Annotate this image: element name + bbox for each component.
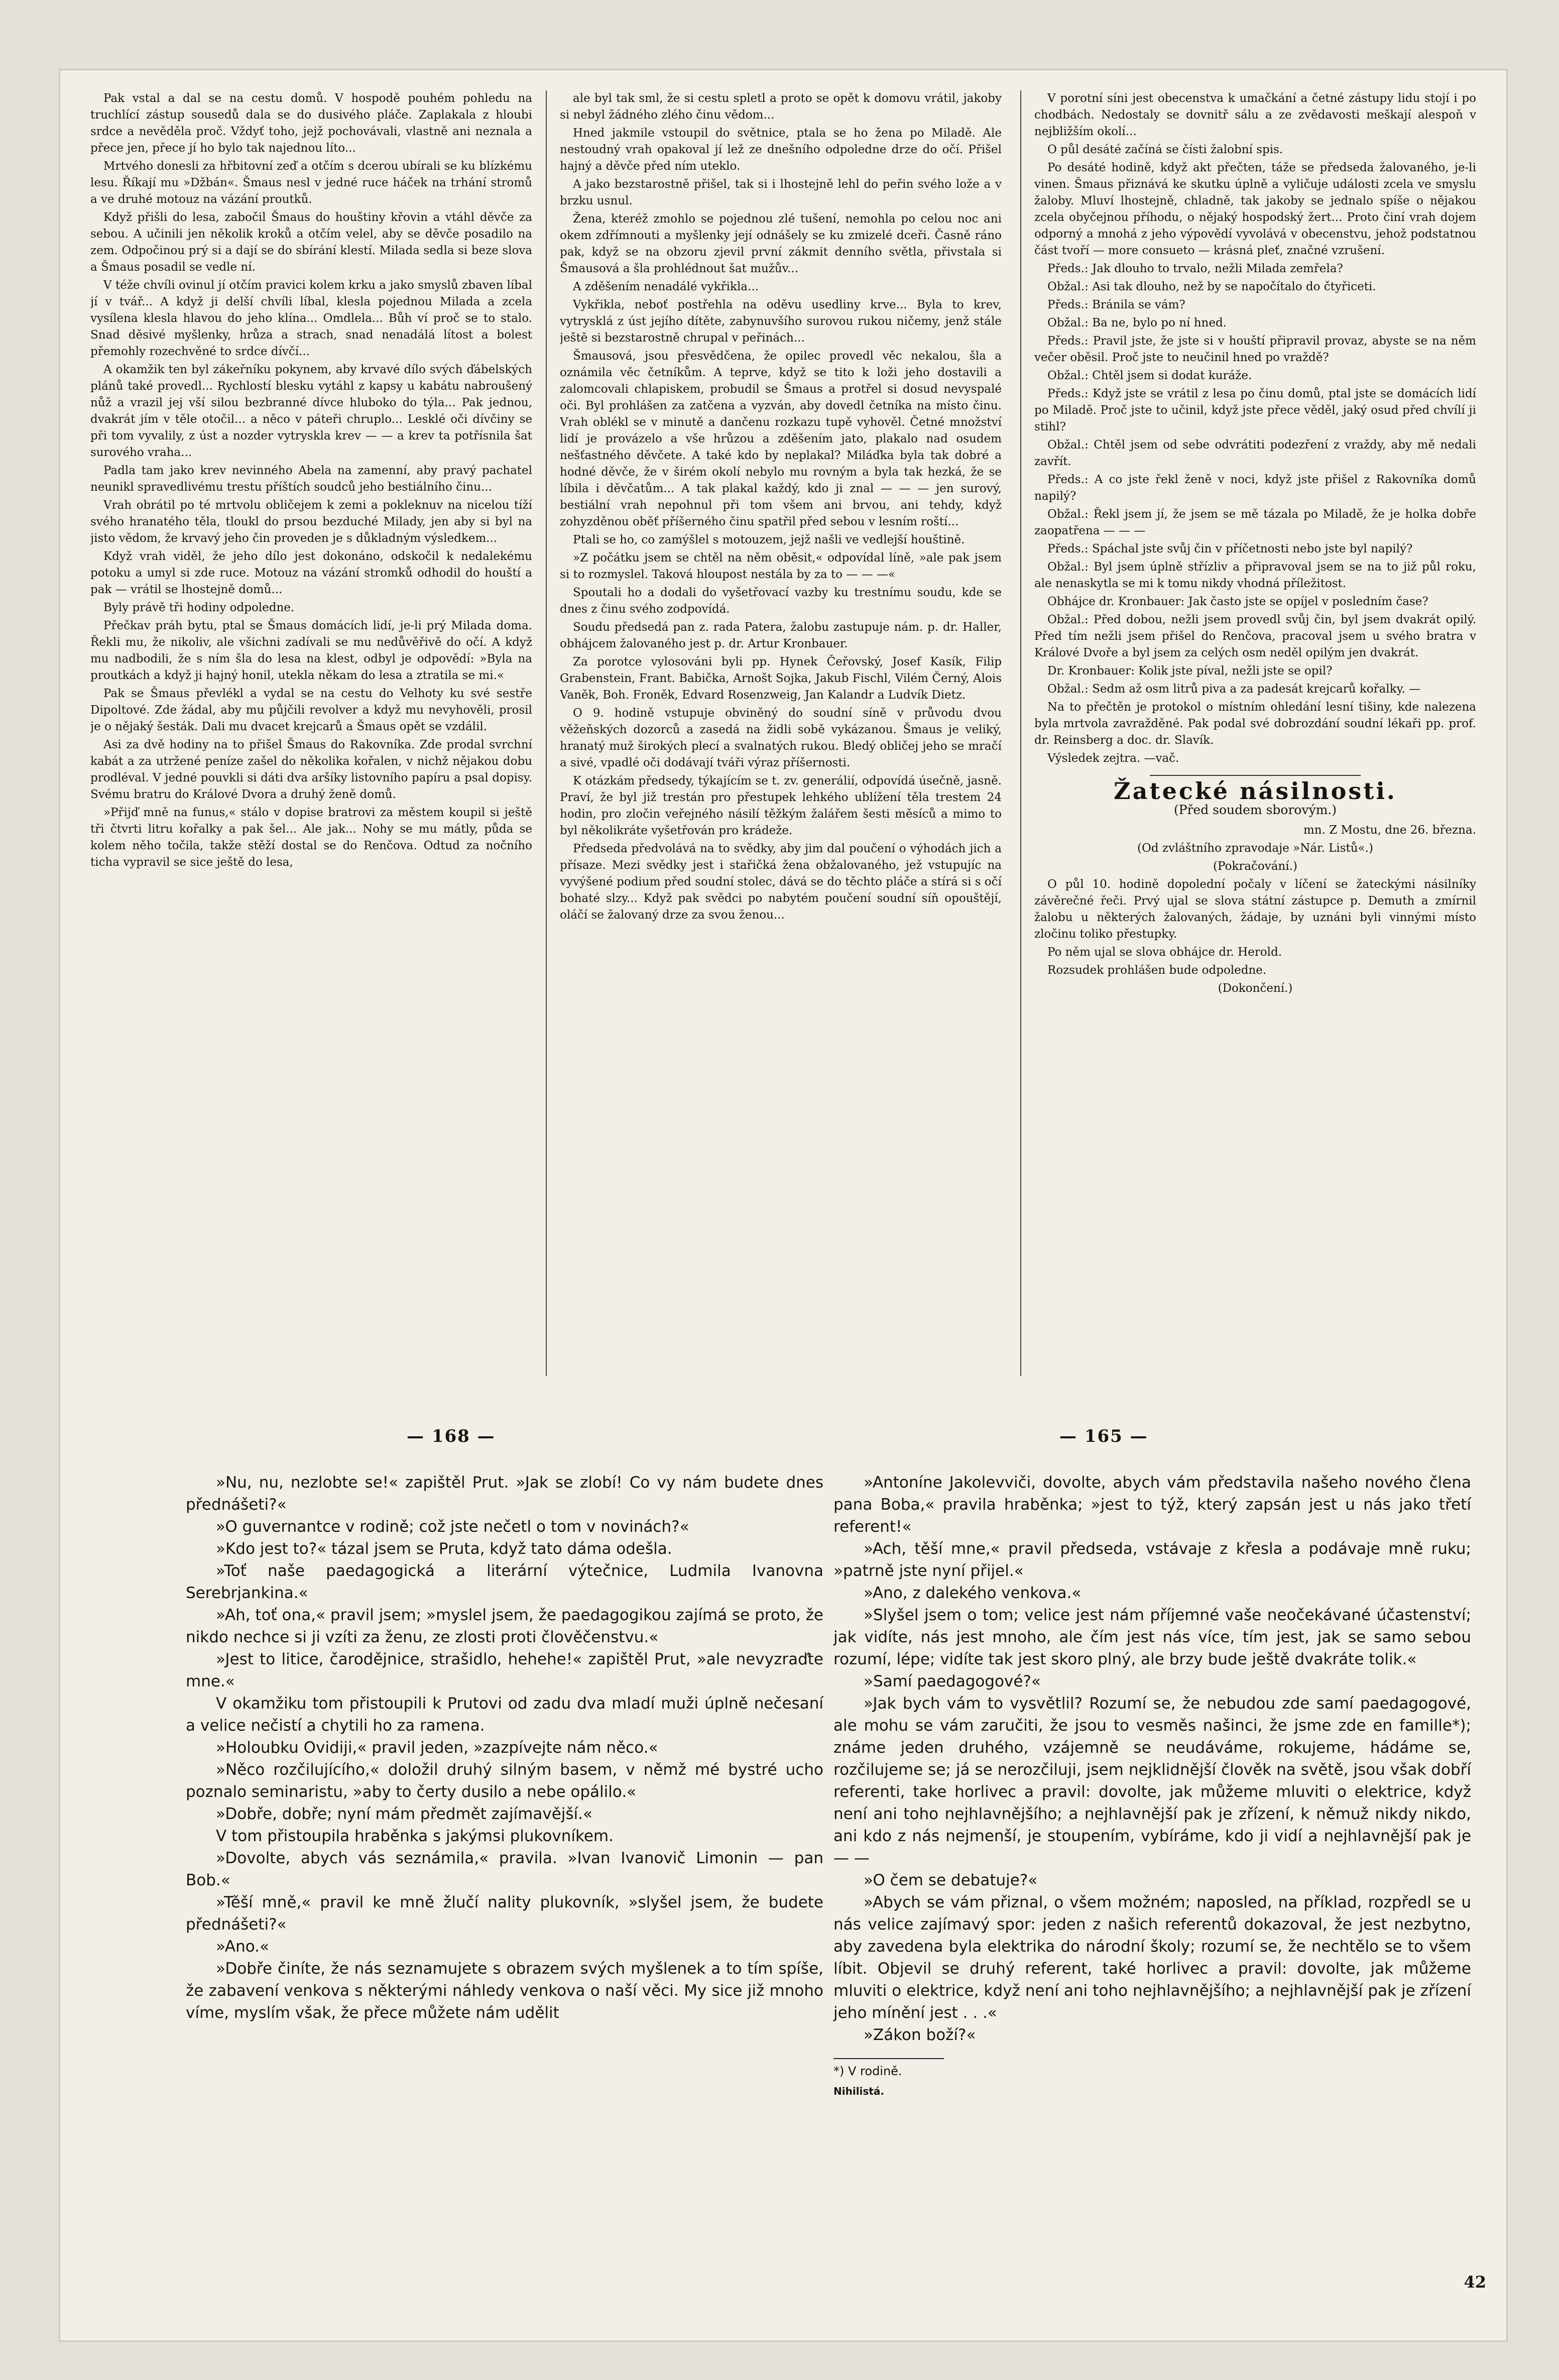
left-page-text: [186, 1471, 823, 2024]
paragraph: A jako bezstarostně přišel, tak si i lhostejně lehl do peřin svého lože a v brzku usnul.: [560, 178, 1002, 207]
paragraph: Šmausová, jsou přesvědčena, že opilec provedl věc nekalou, šla a oznámila věc četníkům. A teprve, když se tito k loži jeho dostavili a zalomcovali chlapiskem, probudil se Šmaus a protřel si dosud nevyspalé oči. Byl prohlášen za zatčena a vyzván, aby dovedl četníka na místo činu. Vrah oblékl se v minutě a dančenu rozkazu tupě vyhověl. Četné množství lidí je provázelo a vše hrůzou a zděšením jato, plakalo nad osudem nešťastného děvčete. A také kdo by neplakal? Miláďka byla tak dobré a hodné děvče, že v širém okolí nebylo mu rovným a byla tak hezká, že se líbila i děvčatům... A tak plakal každý, kdo ji znal — — — jen surový, bestiální vrah nepohnul při tom všem ani brvou, ani tehdy, když zohyzděnou oběť příšerného činu spatřil před sebou v lesním roští...: [560, 350, 1002, 528]
paragraph: Předs.: Jak dlouho to trvalo, nežli Milada zemřela?: [1047, 262, 1343, 275]
continued-note: (Pokračování.): [1213, 860, 1297, 873]
paragraph: »Ano, z dalekého venkova.«: [864, 1584, 1082, 1602]
paragraph: »Dobře činíte, že nás seznamujete s obrazem svých myšlenek a to tím spíše, že zabavení venkova s některými náhledy venkova o naší věci. My sice již mnoho víme, myslím však, že přece můžete nám udělit: [186, 1960, 823, 2022]
paragraph: Pak vstal a dal se na cestu domů. V hospodě pouhém pohledu na truchlící zástup sousedů dala se do dusivého pláče. Zaplakala z hloubi srdce a nevěděla proč. Vždyť toho, jejž pochovávali, vlastně ani neznala a přece jen, přece jí ho bylo tak najednou líto...: [90, 92, 532, 155]
paragraph: Vykřikla, neboť postřehla na oděvu usedliny krve... Byla to krev, vytrysklá z úst jejího dítěte, zabynuvšího surovou rukou ničemy, jenž stále ještě si bezstarostně chrupal v peřinách...: [560, 298, 1002, 345]
paragraph: »Z počátku jsem se chtěl na něm oběsit,« odpovídal líně, »ale pak jsem si to rozmyslel. Taková hloupost nestála by za to — — —«: [560, 551, 1002, 581]
paragraph: Obžal.: Ba ne, bylo po ní hned.: [1047, 316, 1227, 329]
section-title: Žatecké násilnosti.: [1114, 777, 1397, 805]
paragraph: Za porotce vylosováni byli pp. Hynek Čeřovský, Josef Kasík, Filip Grabenstein, Frant. Babička, Arnošt Sojka, Jakub Fischl, Vilém Černý, Alois Vaněk, Boh. Froněk, Edvard Rosenzweig, Jan Kalandr a Ludvík Dietz.: [560, 655, 1002, 702]
paragraph: »Toť naše paedagogická a literární výtečnice, Ludmila Ivanovna Serebrjankina.«: [186, 1562, 823, 1602]
footnote: *) V rodině.: [833, 2064, 902, 2078]
paragraph: Předs.: Když jste se vrátil z lesa po činu domů, ptal jste se domácích lidí po Miladě. Proč jste to učinil, když jste přece věděl, jaký osud před chvílí ji stihl?: [1034, 387, 1476, 433]
footnote-rule: [833, 2058, 944, 2059]
court-dialogue: [1034, 261, 1476, 767]
paragraph: Rozsudek prohlášen bude odpoledne.: [1047, 964, 1267, 977]
page-reference: 42: [1464, 2273, 1486, 2292]
lower-pages: [60, 1396, 1506, 2340]
paragraph: A zděšením nenadálé vykřikla...: [573, 280, 759, 293]
paragraph: »Jest to litice, čarodějnice, strašidlo, hehehe!« zapištěl Prut, »ale nevyzraďte mne.«: [186, 1650, 823, 1690]
newspaper-sheet: [60, 70, 1506, 2340]
paragraph: »Ah, toť ona,« pravil jsem; »myslel jsem, že paedagogikou zajímá se proto, že nikdo nechce si ji vzíti za ženu, ze zlosti proti člověčenstvu.«: [186, 1606, 823, 1646]
section-subtitle: (Před soudem sborovým.): [1173, 803, 1337, 817]
upper-page: [90, 90, 1476, 1396]
page-number-left: — 168 —: [407, 1426, 496, 1446]
section-divider: [1150, 775, 1361, 776]
paragraph: ale byl tak sml, že si cestu spletl a proto se opět k domovu vrátil, jakoby si nebyl žádného zlého činu vědom...: [560, 92, 1002, 122]
paragraph: V tom přistoupila hraběnka s jakýmsi plukovníkem.: [216, 1827, 614, 1845]
column-divider: [546, 90, 547, 1376]
paragraph: Pak se Šmaus převlékl a vydal se na cestu do Velhoty ku své sestře Dipoltové. Zde žádal, aby mu půjčili revolver a když mu nevyhověli, prosil je o nějaký šesták. Dali mu dvacet krejcarů a Šmaus opět se vzdálil.: [90, 687, 532, 733]
paragraph: Po něm ujal se slova obhájce dr. Herold.: [1047, 946, 1282, 959]
paragraph: »Dobře, dobře; nyní mám předmět zajímavější.«: [216, 1805, 592, 1823]
page-number-right: — 165 —: [1059, 1426, 1148, 1446]
paragraph: Předs.: Spáchal jste svůj čin v příčetnosti nebo jste byl napilý?: [1047, 542, 1413, 555]
paragraph: Na to přečtěn je protokol o místním ohledání lesní tišiny, kde nalezena byla mrtvola zavražděné. Pak podal své dobrozdání soudní lékaři pp. prof. dr. Reinsberg a doc. dr. Slavík.: [1034, 701, 1476, 747]
paragraph: Po desáté hodině, když akt přečten, táže se předseda žalovaného, je-li vinen. Šmaus přiznává ke skutku úplně a vyličuje události zcela ve smyslu žaloby. Mluví lhostejně, chladně, tak jakoby se jednalo spíše o nějakou zcela obyčejnou příhodu, o nějaký hospodský žert... Proto činí vrah dojem odporný a mnohá z jeho výpovědí vyvolává v obecenstvu, jehož podstatnou část tvoří — more consueto — krásná pleť, značné vzrušení.: [1034, 161, 1476, 257]
paragraph: »Ano.«: [216, 1938, 269, 1956]
paragraph: Předs.: A co jste řekl ženě v noci, když jste přišel z Rakovníka domů napilý?: [1034, 473, 1476, 503]
paragraph: Předs.: Bránila se vám?: [1047, 298, 1185, 311]
end-note: (Dokončení.): [1218, 982, 1293, 995]
paragraph: Obžal.: Chtěl jsem od sebe odvrátiti podezření z vraždy, aby mě nedali zavřít.: [1034, 438, 1476, 468]
paragraph: O půl 10. hodině dopolední počaly v líčení se žateckými násilníky závěrečné řeči. Prvý ujal se slova státní zástupce p. Demuth a zmírnil žalobu u některých žalovaných, žádaje, by uznáni byli vinnými místo zločinu toliko přestupky.: [1034, 878, 1476, 941]
paragraph: Žena, kteréž zmohlo se pojednou zlé tušení, nemohla po celou noc ani okem zdřímnouti a myšlenky její odnášely se ku zmizelé dceři. Časně ráno pak, když se na obzoru zjevil první zákmit denního světla, přivstala si Šmausová a šla prohlédnout šat mužův...: [560, 212, 1002, 275]
paragraph: »Těší mně,« pravil ke mně žlučí nality plukovník, »slyšel jsem, že budete přednášeti?«: [186, 1893, 823, 1934]
paragraph: »Abych se vám přiznal, o všem možném; naposled, na příklad, rozpředl se u nás velice zajímavý spor: jeden z našich referentů dokazoval, že jest nezbytno, aby zavedena byla elektrika do národní školy; rozumí se, že nechtělo se to všem líbit. Objevil se druhý referent, také horlivec a pravil: dovolte, jak můžeme mluviti o elektrice, když není ani toho nejhlavnějšího; a nejhlavnější pak je zřízení jeho mínění jest . . .«: [833, 1893, 1471, 2022]
paragraph: V téže chvíli ovinul jí otčím pravici kolem krku a jako smyslů zbaven líbal jí v tvář... A když ji delší chvíli líbal, klesla pojednou Milada a zcela vysílena klesla hlavou do jeho klína... Omdlela... Bůh ví proč se to stalo. Snad děsivé myšlenky, hrůza a strach, snad nenadálá lítost a bolest přemohly rozechvěné to srdce dívčí...: [90, 279, 532, 358]
paragraph: »Jak bych vám to vysvětlil? Rozumí se, že nebudou zde samí paedagogové, ale mohu se vám zaručiti, že jsou to vesměs našinci, že jsme zde en famille*); známe jeden druhého, vzájemně se neudáváme, rokujeme, hádáme se, rozčilujeme se; já se nerozčiluji, jsem nejklidnější člověk na světě, jsou však dobří referenti, take horlivec a pravil: dovolte, jak můžeme mluviti o elektrice, když není ani toho nejhlavnějšího; a nejhlavnější pak je zřízení, k němuž nikdy nikdo, ani kdo z nás nejmenší, je stoupením, vybíráme, kdo ji vidí a nejhlavnější pak je — —: [833, 1694, 1471, 1867]
paragraph: »Nu, nu, nezlobte se!« zapištěl Prut. »Jak se zlobí! Co vy nám budete dnes přednášeti?«: [186, 1474, 823, 1514]
paragraph: »Dovolte, abych vás seznámila,« pravila. »Ivan Ivanovič Limonin — pan Bob.«: [186, 1849, 823, 1889]
paragraph: V porotní síni jest obecenstva k umačkání a četné zástupy lidu stojí i po chodbách. Nedostaly se dovnitř sálu a ze zvědavosti meškají alespoň v nejbližším okolí...: [1034, 92, 1476, 138]
paragraph: »Kdo jest to?« tázal jsem se Pruta, když tato dáma odešla.: [216, 1540, 672, 1558]
paragraph: »Antoníne Jakolevviči, dovolte, abych vám představila našeho nového člena pana Boba,« pravila hraběnka; »jest to týž, který zapsán jest u nás jako třetí referent!«: [833, 1474, 1471, 1536]
source-line: (Od zvláštního zpravodaje »Nár. Listů«.): [1137, 842, 1373, 855]
column-divider: [1020, 90, 1021, 1376]
paragraph: Spoutali ho a dodali do vyšetřovací vazby ku trestnímu soudu, kde se dnes z činu svého zodpovídá.: [560, 586, 1002, 616]
paragraph: O půl desáté začíná se čísti žalobní spis.: [1047, 143, 1283, 156]
paragraph: »Přijď mně na funus,« stálo v dopise bratrovi za městem koupil si ještě tři čtvrti litru kořalky a pak šel... Ale jak... Nohy se mu mátly, půda se kolem něho točila, takže stěží dostal se do Renčova. Odtud za nočního ticha vypravil se sice ještě do lesa,: [90, 806, 532, 869]
paragraph: Byly právě tři hodiny odpoledne.: [103, 601, 295, 614]
paragraph: Obžal.: Chtěl jsem si dodat kuráže.: [1047, 369, 1252, 382]
paragraph: Obžal.: Před dobou, nežli jsem provedl svůj čin, byl jsem dvakrát opilý. Před tím nežli jsem přišel do Renčova, pracoval jsem u svého bratra v Králové Dvoře a byl jsem za celých osm neděl opilým jen dvakrát.: [1034, 613, 1476, 659]
paragraph: Obžal.: Byl jsem úplně střízliv a připravoval jsem se na to již půl roku, ale nenaskytla se mi k tomu nikdy vhodná příležitost.: [1034, 560, 1476, 590]
column-3: [1034, 90, 1476, 1396]
paragraph: Padla tam jako krev nevinného Abela na zamenní, aby pravý pachatel neunikl spravedlivému trestu příštích soudců jeho bestiálního činu...: [90, 464, 532, 494]
paragraph: Výsledek zejtra. —vač.: [1047, 752, 1179, 765]
paragraph: Předseda předvolává na to svědky, aby jim dal poučení o výhodách jich a přísaze. Mezi svědky jest i stařičká žena obžalovaného, jež vstupujíc na vyvýšené podium před soudní stolec, dává se do těchto pláče a stírá si s očí bohaté slzy... Když pak svědci po nabytém poučení soudní síň opouštějí, oláčí se žalovaný drze za svou ženou...: [560, 842, 1002, 922]
paragraph: Obžal.: Řekl jsem jí, že jsem se mě tázala po Miladě, že je holka dobře zaopatřena — — —: [1034, 508, 1476, 537]
paragraph: »Samí paedagogové?«: [864, 1672, 1041, 1690]
paragraph: Ptali se ho, co zamýšlel s motouzem, jejž našli ve vedlejší houštině.: [573, 533, 965, 546]
paragraph: »Holoubku Ovidiji,« pravil jeden, »zazpívejte nám něco.«: [216, 1739, 658, 1757]
paragraph: »Něco rozčilujícího,« doložil druhý silným basem, v němž mé bystré ucho poznalo seminaristu, »aby to čerty dusilo a nebe opálilo.«: [186, 1761, 823, 1801]
paragraph: Soudu předsedá pan z. rada Patera, žalobu zastupuje nám. p. dr. Haller, obhájcem žalovaného jest p. dr. Artur Kronbauer.: [560, 621, 1002, 650]
paragraph: Mrtvého donesli za hřbitovní zeď a otčím s dcerou ubírali se ku blízkému lesu. Říkají mu »Džbán«. Šmaus nesl v jedné ruce háček na trhání stromů a ve druhé motouz na vázání proutků.: [90, 160, 532, 206]
paragraph: »Slyšel jsem o tom; velice jest nám příjemné vaše neočekávané účastenství; jak vidíte, nás jest mnoho, ale čím jest nás více, tím jest, jak se samo sebou rozumí, lépe; vidíte tak jest skoro plný, ale brzy bude ještě dvakráte tolik.«: [833, 1606, 1471, 1668]
paragraph: Hned jakmile vstoupil do světnice, ptala se ho žena po Miladě. Ale nestoudný vrah opakoval jí lež ze dnešního odpoledne drze do očí. Přišel hajný a děvče před ním uteklo.: [560, 127, 1002, 173]
paragraph: Vrah obrátil po té mrtvolu obličejem k zemi a pokleknuv na nicelou tíží svého hranatého těla, tloukl do prsou bezduché Milady, jen aby si byl na jisto vědom, že krvavý jeho čin proveden je s důkladným výsledkem...: [90, 499, 532, 545]
paragraph: Předs.: Pravil jste, že jste si v houští připravil provaz, abyste se na něm večer oběsil. Proč jste to neučinil hned po vraždě?: [1034, 334, 1476, 364]
dateline: mn. Z Mostu, dne 26. března.: [1303, 824, 1476, 837]
paragraph: Dr. Kronbauer: Kolik jste píval, nežli jste se opil?: [1047, 664, 1333, 677]
paragraph: Obžal.: Sedm až osm litrů piva a za padesát krejcarů kořalky. —: [1047, 683, 1421, 696]
paragraph: A okamžik ten byl zákeřníku pokynem, aby krvavé dílo svých ďábelských plánů také provedl... Rychlostí blesku vytáhl z kapsy u kabátu nabroušený nůž a vrazil jej vší silou bezbranné dívce hluboko do týla... Pak jednou, dvakrát jím v těle otočil... a něco v páteři chruplo... Lesklé oči dívčiny se při tom vyvalily, z úst a nozder vytryskla krev — — a krev ta potřísnila šat surového vraha...: [90, 363, 532, 459]
column-2: [560, 90, 1002, 1396]
paragraph: O 9. hodině vstupuje obviněný do soudní síně v průvodu dvou věžeňských dozorců a zasedá na židli sobě vykázanou. Šmaus je veliký, hranatý muž širokých plecí a svalnatých rukou. Bledý obličej jeho se mračí a sivé, vpadlé oči dodávají tváři výraz příšernosti.: [560, 707, 1002, 769]
paragraph: Obhájce dr. Kronbauer: Jak často jste se opíjel v posledním čase?: [1047, 595, 1428, 608]
paragraph: »Zákon boží?«: [864, 2026, 976, 2044]
section-body: [1034, 876, 1476, 979]
imprint: Nihilistá.: [833, 2085, 884, 2097]
paragraph: Když vrah viděl, že jeho dílo jest dokonáno, odskočil k nedalekému potoku a umyl si zde ruce. Motouz na vázání stromků odhodil do houští a pak — vrátil se lhostejně domů...: [90, 550, 532, 596]
column-1: [90, 90, 532, 1396]
court-report-intro: [1034, 90, 1476, 259]
paragraph: »O guvernantce v rodině; což jste nečetl o tom v novinách?«: [216, 1518, 689, 1536]
paragraph: Obžal.: Asi tak dlouho, než by se napočítalo do čtyřiceti.: [1047, 280, 1376, 293]
right-page-text: [833, 1471, 1471, 2102]
paragraph: V okamžiku tom přistoupili k Prutovi od zadu dva mladí muži úplně nečesaní a velice nečistí a chytili ho za ramena.: [186, 1694, 823, 1735]
paragraph: Asi za dvě hodiny na to přišel Šmaus do Rakovníka. Zde prodal svrchní kabát a za utržené peníze zašel do několika kořalen, v nichž nějakou dobu prodléval. V jedné pouvkli si dáti dva aršíky listovního papíru a psal dopisy. Svému bratru do Králové Dvora a druhý ženě domů.: [90, 738, 532, 801]
paragraph: K otázkám předsedy, týkajícím se t. zv. generálií, odpovídá úsečně, jasně. Praví, že byl již trestán pro přestupek lehkého ublížení těla trestem 24 hodin, pro zločin veřejného násilí těžkým žalářem šesti měsíců a mimo to byl několikráte vyšetřován pro krádeže.: [560, 774, 1002, 837]
paragraph: Přečkav práh bytu, ptal se Šmaus domácích lidí, je-li prý Milada doma. Řekli mu, že nikoliv, ale všichni zadívali se mu nedůvěřivě do očí. A když mu nadbodili, že s ním šla do lesa na klest, odbyl je odpovědí: »Byla na proutkách a když ji hajný honil, utekla někam do lesa a ztratila se mi.«: [90, 619, 532, 682]
paragraph: Když přišli do lesa, zabočil Šmaus do houštiny křovin a vtáhl děvče za sebou. A učinili jen několik kroků a otčím velel, aby se děvče posadilo na zem. Odpočinou prý si a dají se do sbírání klestí. Milada sedla si beze slova a Šmaus posadil se vedle ní.: [90, 211, 532, 274]
paragraph: »Ach, těší mne,« pravil předseda, vstávaje z křesla a podávaje mně ruku; »patrně jste nyní přijel.«: [833, 1540, 1471, 1580]
paragraph: »O čem se debatuje?«: [864, 1871, 1038, 1889]
